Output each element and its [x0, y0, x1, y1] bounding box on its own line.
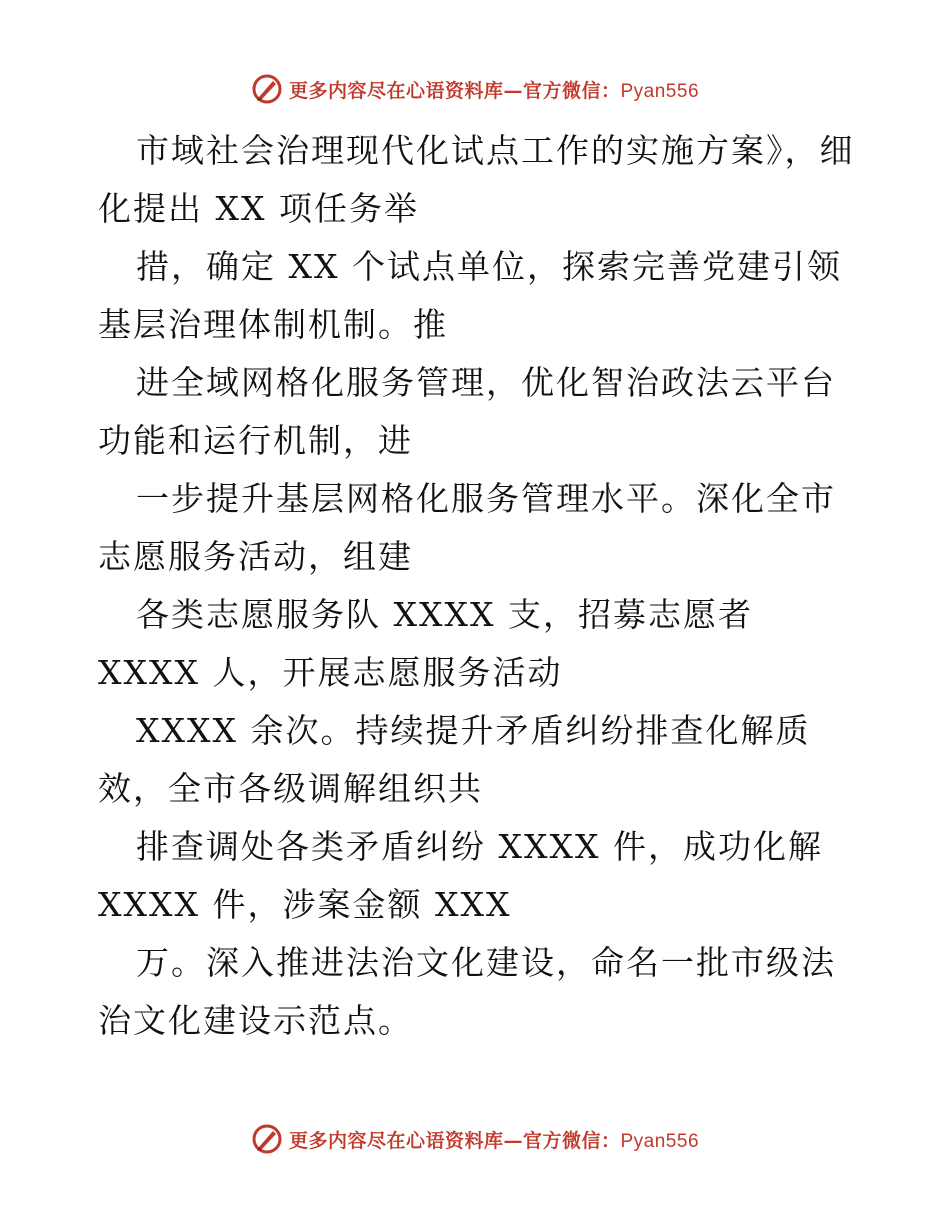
paragraph: 措，确定 XX 个试点单位，探索完善党建引领基层治理体制机制。推	[98, 247, 842, 344]
paragraph: 排查调处各类矛盾纠纷 XXXX 件，成功化解 XXXX 件，涉案金额 XXX	[98, 827, 823, 924]
paragraph: 进全域网格化服务管理，优化智治政法云平台功能和运行机制，进	[98, 363, 836, 460]
header-wechat-id: Pyan556	[620, 80, 700, 102]
paragraph: 万。深入推进法治文化建设，命名一批市级法治文化建设示范点。	[98, 943, 836, 1040]
paragraph: 各类志愿服务队 XXXX 支，招募志愿者 XXXX 人，开展志愿服务活动	[98, 595, 753, 692]
paragraph: 市域社会治理现代化试点工作的实施方案》，细化提出 XX 项任务举	[98, 131, 855, 228]
document-body	[98, 122, 858, 1050]
header-banner-text: 更多内容尽在心语资料库—官方微信：Pyan556	[288, 79, 700, 102]
footer-wechat-id: Pyan556	[620, 1130, 700, 1152]
paragraph: 一步提升基层网格化服务管理水平。深化全市志愿服务活动，组建	[98, 479, 836, 576]
footer-banner	[0, 1122, 950, 1156]
quill-logo-icon	[251, 1123, 283, 1155]
quill-logo-icon	[251, 73, 283, 105]
footer-banner-text: 更多内容尽在心语资料库—官方微信：Pyan556	[288, 1129, 700, 1152]
paragraph: XXXX 余次。持续提升矛盾纠纷排查化解质效，全市各级调解组织共	[98, 711, 811, 808]
header-banner	[0, 72, 950, 106]
